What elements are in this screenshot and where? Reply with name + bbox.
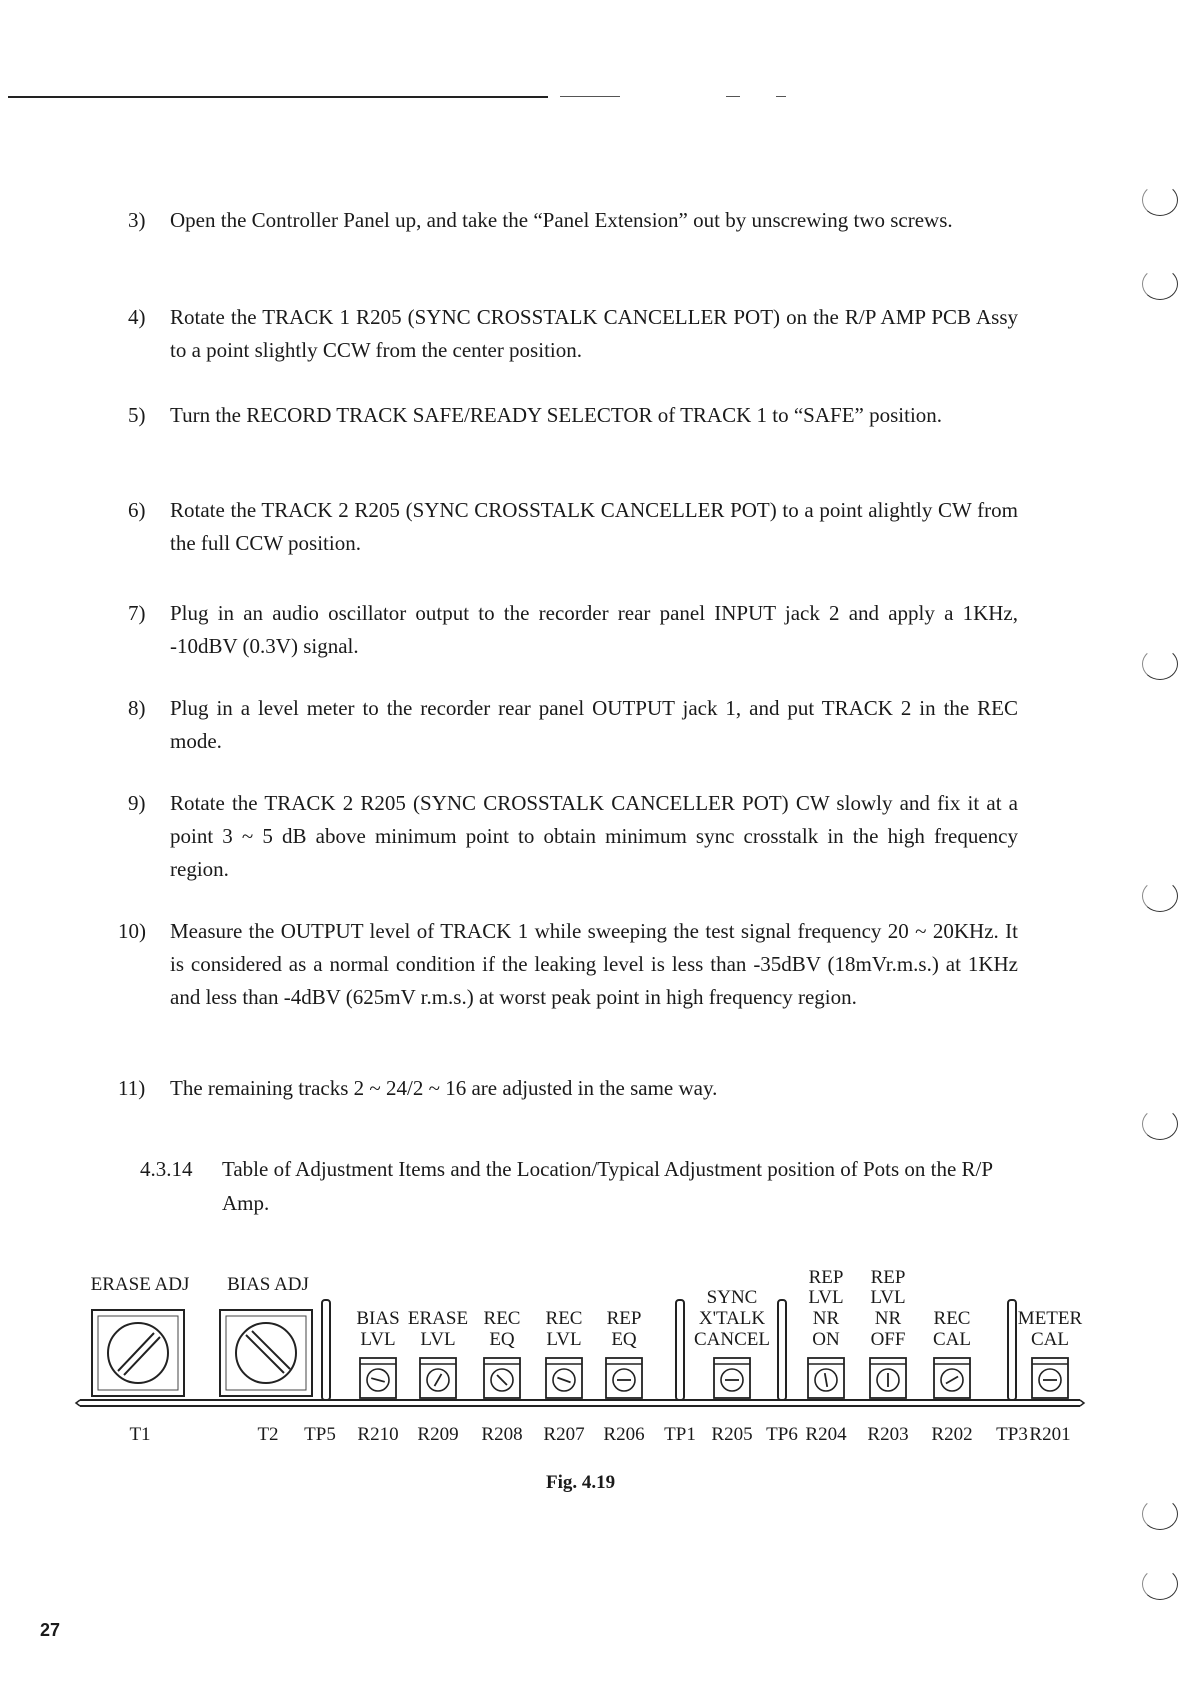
pot-label-top: REP [808, 1267, 844, 1288]
binder-hole-mark [1142, 1108, 1178, 1140]
step-text: The remaining tracks 2 ~ 24/2 ~ 16 are adjusted in the same way. [170, 1076, 718, 1100]
step-3 [128, 204, 1018, 237]
pot-label-mid: LVL [808, 1287, 844, 1308]
pot-ref-label: R202 [931, 1424, 973, 1440]
figure-caption: Fig. 4.19 [546, 1472, 616, 1493]
pot-label: REC [933, 1308, 971, 1329]
pot-label: X'TALK [698, 1308, 766, 1329]
small-pot-slot [946, 1377, 958, 1384]
step-number: 7) [128, 601, 146, 625]
test-point-label: TP6 [766, 1424, 798, 1440]
step-text: Turn the RECORD TRACK SAFE/READY SELECTOR of TRACK 1 to “SAFE” position. [170, 403, 943, 427]
page-number: 27 [40, 1620, 61, 1640]
pot-ref-label: R207 [543, 1424, 585, 1440]
step-text: Plug in an audio oscillator output to the recorder rear panel INPUT jack 2 and apply a 1KHz, -10dBV (0.3V) signal. [170, 601, 1018, 658]
pot-label: REP [606, 1308, 642, 1329]
pot-label: EQ [611, 1329, 637, 1350]
pot-ref-label: R205 [711, 1424, 753, 1440]
pot-label-mid: LVL [870, 1287, 906, 1308]
pot-ref-label: R209 [417, 1424, 459, 1440]
test-point-post [1008, 1300, 1016, 1400]
step-text: Open the Controller Panel up, and take the “Panel Extension” out by unscrewing two screws. [170, 208, 953, 232]
big-pot-inner [226, 1316, 306, 1390]
section-number: 4.3.14 [140, 1157, 193, 1181]
small-pot-slot [371, 1378, 385, 1382]
step-text: Measure the OUTPUT level of TRACK 1 while sweeping the test signal frequency 20 ~ 20KHz. It is considered as a normal condition if the leaking level is less than -35dBV (18mVr.m.s.) at 1KHz and less than -4dBV (625mV r.m.s.) at worst peak point in high frequency region. [170, 919, 1018, 1009]
pot-ref-label: R201 [1029, 1424, 1071, 1440]
big-pot-ref: T1 [129, 1424, 151, 1440]
test-point-label: TP5 [304, 1424, 336, 1440]
pot-label: METER [1017, 1308, 1083, 1329]
test-point-post [676, 1300, 684, 1400]
step-number: 6) [128, 498, 146, 522]
figure-layer [76, 1267, 1084, 1440]
pot-label: BIAS [356, 1308, 400, 1329]
pot-label: LVL [546, 1329, 582, 1350]
pot-label: ERASE [407, 1308, 469, 1329]
step-text: Rotate the TRACK 2 R205 (SYNC CROSSTALK CANCELLER POT) to a point alightly CW from the full CCW position. [170, 498, 1018, 555]
pot-label: REC [483, 1308, 521, 1329]
big-pot-knob [236, 1323, 296, 1383]
top-rule-fragment [726, 96, 740, 97]
step-9 [128, 787, 1018, 886]
pot-ref-label: R206 [603, 1424, 645, 1440]
pot-label: NR [812, 1308, 840, 1329]
pot-ref-label: R203 [867, 1424, 909, 1440]
step-text: Rotate the TRACK 2 R205 (SYNC CROSSTALK CANCELLER POT) CW slowly and fix it at a point 3 ~ 5 dB above minimum point to obtain minimum sync crosstalk in the high frequency region. [170, 791, 1018, 881]
step-10 [118, 915, 1018, 1014]
pot-label-top: REP [870, 1267, 906, 1288]
step-number: 3) [128, 208, 146, 232]
binder-hole-mark [1142, 648, 1178, 680]
big-pot-knob [108, 1323, 168, 1383]
pot-ref-label: R204 [805, 1424, 847, 1440]
small-pot-slot [435, 1374, 442, 1386]
step-number: 11) [118, 1076, 146, 1100]
test-point-post [778, 1300, 786, 1400]
pcb-edge-end [76, 1400, 80, 1406]
big-pot-slot [246, 1331, 290, 1373]
binder-hole-mark [1142, 184, 1178, 216]
top-rule [8, 96, 548, 98]
binder-hole-mark [1142, 268, 1178, 300]
small-pot-slot [557, 1378, 570, 1383]
top-rule-fragment [776, 96, 786, 97]
step-text: Rotate the TRACK 1 R205 (SYNC CROSSTALK CANCELLER POT) on the R/P AMP PCB Assy to a point slightly CCW from the center position. [170, 305, 1018, 362]
step-text: Plug in a level meter to the recorder rear panel OUTPUT jack 1, and put TRACK 2 in the REC mode. [170, 696, 1018, 753]
step-8 [128, 692, 1018, 758]
pot-label: EQ [489, 1329, 515, 1350]
pcb-edge-end [1080, 1400, 1084, 1406]
big-pot-inner [98, 1316, 178, 1390]
pot-label: ON [812, 1329, 840, 1350]
pot-label: NR [874, 1308, 902, 1329]
pot-label: CAL [933, 1329, 971, 1350]
pot-label-top: SYNC [706, 1287, 758, 1308]
step-7 [128, 597, 1018, 663]
pot-label: LVL [360, 1329, 396, 1350]
step-6 [128, 494, 1018, 560]
big-pot-label: BIAS ADJ [227, 1274, 309, 1295]
big-pot-slot [118, 1333, 160, 1375]
small-pot-slot [497, 1375, 507, 1385]
binder-hole-mark [1142, 1498, 1178, 1530]
pot-ref-label: R210 [357, 1424, 399, 1440]
big-pot-ref: T2 [257, 1424, 279, 1440]
step-number: 5) [128, 403, 146, 427]
pot-label: OFF [870, 1329, 906, 1350]
step-number: 8) [128, 696, 146, 720]
big-pot-label: ERASE ADJ [90, 1274, 190, 1295]
step-11 [118, 1072, 1018, 1105]
pot-label: LVL [420, 1329, 456, 1350]
binder-hole-mark [1142, 880, 1178, 912]
section-title: Table of Adjustment Items and the Location/Typical Adjustment position of Pots on the R/P Amp. [222, 1157, 993, 1215]
section-heading [140, 1152, 1020, 1220]
pot-label: REC [545, 1308, 583, 1329]
test-point-label: TP1 [664, 1424, 696, 1440]
pot-label: CANCEL [694, 1329, 770, 1350]
step-number: 9) [128, 791, 146, 815]
binder-hole-mark [1142, 1568, 1178, 1600]
step-4 [128, 301, 1018, 367]
pot-location-figure [0, 1240, 1190, 1440]
step-5 [128, 399, 1018, 432]
test-point-label: TP3 [996, 1424, 1028, 1440]
step-number: 4) [128, 305, 146, 329]
pot-label: CAL [1031, 1329, 1069, 1350]
step-number: 10) [118, 919, 146, 943]
top-rule-fragment [560, 96, 620, 97]
small-pot-slot [825, 1373, 827, 1387]
pot-ref-label: R208 [481, 1424, 523, 1440]
test-point-post [322, 1300, 330, 1400]
